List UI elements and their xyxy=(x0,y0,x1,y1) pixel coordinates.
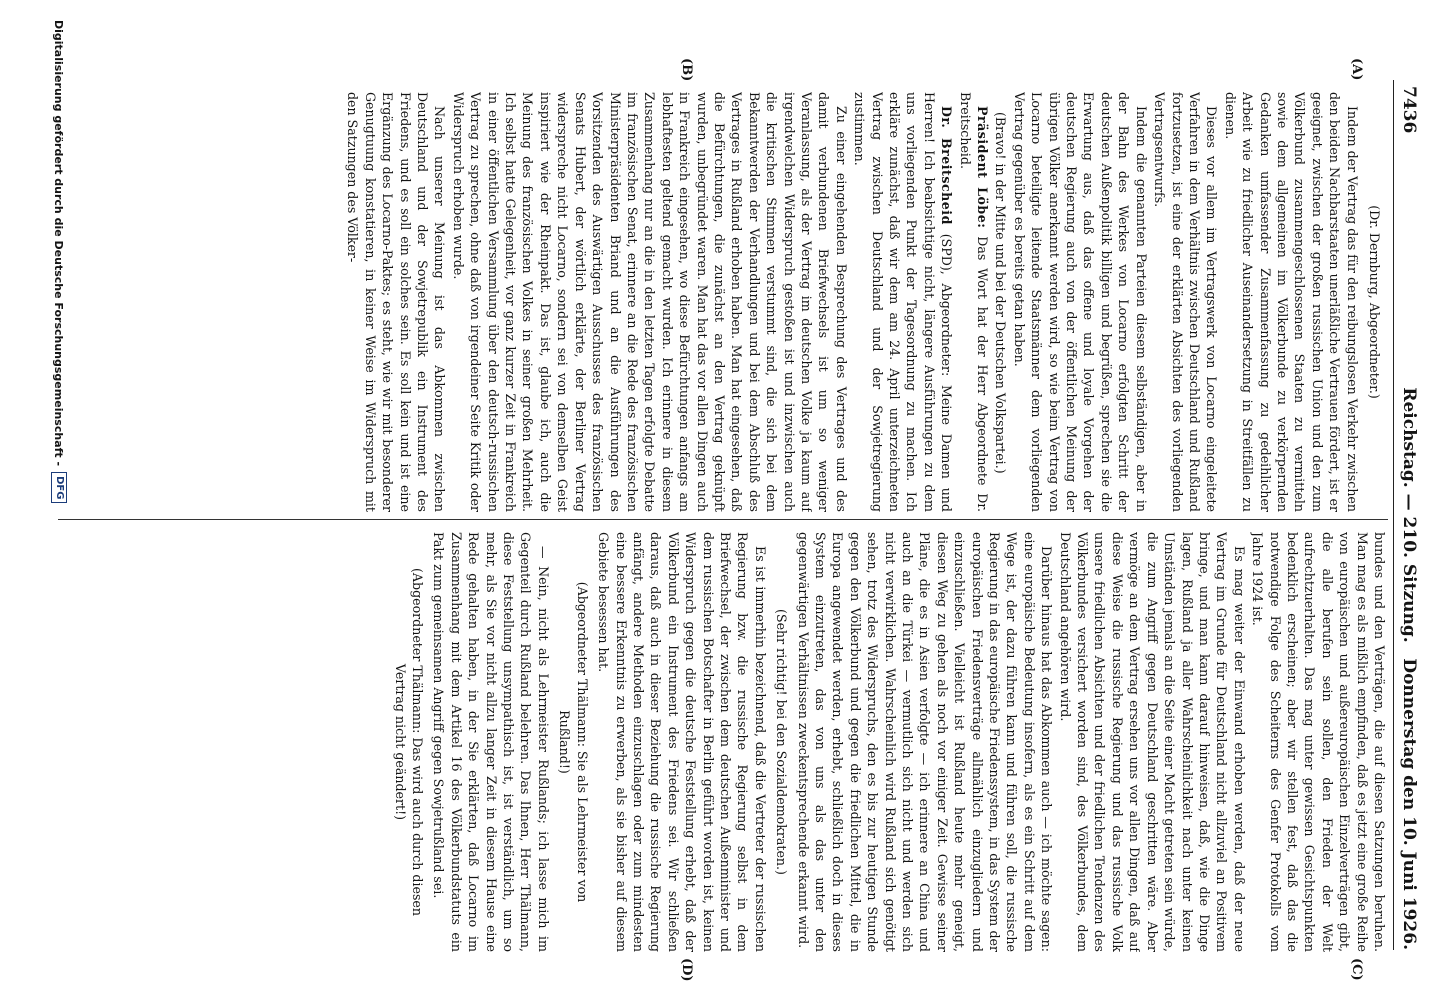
interjection: (Abgeordneter Thälmann: Das wird auch durch diesen Vertrag nicht geändert!) xyxy=(392,568,426,916)
speaker-paragraph xyxy=(851,92,955,512)
margin-mark-a: (A) xyxy=(1349,58,1364,81)
continued-speaker: (Dr. Dernburg, Abgeordneter.) xyxy=(1367,205,1382,399)
digitization-credit xyxy=(50,20,68,960)
interjection: (Abgeordneter Thälmann: Sie als Lehrmeister von Rußland!) xyxy=(557,581,590,903)
paragraph: Indem die genannten Parteien diesem selbständigen, aber in der Bahn des Werkes von Locarno erfolgten Schritt der deutschen Außenpolitik billigen und begrüßen, sprechen sie die Erwartung aus, daß das offene und loyale Vorgehen der deutschen Regierung auch von der öffentlichen Meinung der übrigen Völker anerkannt werden wird, so wie beim Vertrag von Locarno beteiligte leitende Staatsmänner dem vorliegenden Vertrag gegenüber es bereits getan haben. xyxy=(1011,92,1149,512)
paragraph: Nach unserer Meinung ist das Abkommen zwischen Deutschland und der Sowjetrepublik ein Instrument des Friedens, und es soll ein solches sein. Es soll kein und ist eine Ergänzung des Locarno-Paktes; es steht, wie wir mit besonderer Genugtuung konstatieren, in keiner Weise im Widerspruch mit den Satzungen des Völker- xyxy=(345,92,448,512)
digitization-text: Digitalisierung gefördert durch die Deutsche Forschungsgemeinschaft - xyxy=(52,20,66,467)
header-rule xyxy=(1393,80,1394,950)
interjection: (Sehr richtig! bei den Sozialdemokraten.) xyxy=(774,609,790,875)
paragraph: — Nein, nicht als Lehrmeister Rußlands; ich lasse mich im Gegenteil durch Rußland belehren. Das Ihnen, Herr Thälmann, diese Feststellung unsympathisch ist, ist verständlich, um so mehr, als Sie vor nicht allzu langer Zeit in diesem Hause eine Rede gehalten haben, in der Sie erklärten, daß Locarno im Zusammenhang mit dem Artikel 16 des Völkerbundstatuts ein Pakt zum gemeinsamen Angriff gegen Sowjetrußland sei. xyxy=(431,532,551,952)
paragraph: Es ist immerhin bezeichnend, daß die Vertreter der russischen Regierung bzw. die russische Regierung selbst in dem Briefwechsel, der zwischen dem deutschen Außenminister und dem russischen Botschafter in Berlin geführt worden ist, keinen Widerspruch gegen die deutsche Feststellung erhebt, daß der Völkerbund ein Instrument des Friedens sei. Wir schließen daraus, daß auch in dieser Beziehung die russische Regierung anfängt, andere Methoden einzuschlagen oder zum mindesten eine bessere Erkenntnis zu erwerben, als sie bisher auf diesem Gebiete besessen hat. xyxy=(596,532,768,952)
paragraph: Dieses vor allem im Vertragswerk von Locarno eingeleitete Verfahren in dem Verhältnis zwischen Deutschland und Rußland fortzusetzen, ist eine der erklärten Absichten des vorliegenden Vertragsentwurfs. xyxy=(1152,92,1220,512)
page-number: 7436 xyxy=(1399,86,1419,134)
left-column xyxy=(8,92,1388,512)
column-separator xyxy=(58,519,1388,520)
speaker-paragraph xyxy=(956,92,991,512)
interjection: (Bravo! in der Mitte und bei der Deutschen Volkspartei.) xyxy=(993,112,1009,474)
dfg-logo-icon: DFG xyxy=(51,472,67,503)
session-date: Donnerstag den 10. Juni 1926. xyxy=(1399,658,1419,950)
running-head xyxy=(1394,80,1424,950)
speaker-text: Das Wort hat der Herr Abgeordnete Dr. Breitscheid. xyxy=(957,92,991,512)
margin-mark-d: (D) xyxy=(679,958,694,982)
margin-mark-b: (B) xyxy=(679,58,694,82)
speaker-text: (SPD), Abgeordneter: Meine Damen und Herren! Ich beabsichtige nicht, längere Ausführungen zu dem uns vorliegenden Punkt der Tagesordnung zu machen. Ich erkläre zunächst, daß wir dem am 24. April unterzeichneten Vertrag zwischen Deutschland und der Sowjetregierung zustimmen. xyxy=(852,92,955,512)
speaker-name: Dr. Breitscheid xyxy=(939,106,955,225)
session-title: Reichstag. — 210. Sitzung. xyxy=(1399,387,1419,643)
paragraph: Darüber hinaus hat das Abkommen auch — ich möchte sagen: eine europäische Bedeutung insofern, als es ein Schritt auf dem Wege ist, der dazu führen kann und führen soll, die russische Regierung in das europäische Friedenssystem, in das System der europäischen Friedensverträge allmählich einzugliedern und einzuschließen. Vielleicht ist Rußland heute mehr geneigt, diesen Weg zu gehen als noch vor einiger Zeit. Gewisse seiner Pläne, die es in Asien verfolgte — ich erinnere an China und auch an die Türkei — vermutlich sich nicht und werden sich nicht verwirklichen. Wahrscheinlich wird Rußland sich genötigt sehen, trotz des Widerspruchs, den es bis zur heutigen Stunde gegen den Völkerbund und gegen die friedlichen Mittel, die in Europa angewendet werden, erhebt, schließlich doch in dieses System einzutreten, das von uns als das unter den gegenwärtigen Verhältnissen zweckentsprechende erkannt wird. xyxy=(795,532,1055,952)
paragraph: Es mag weiter der Einwand erhoben werden, daß der neue Vertrag im Grunde für Deutschland nicht allzuviel an Positivem bringe, und man kann darauf hinweisen, daß, wie die Dinge lagen, Rußland ja aller Wahrscheinlichkeit nach unter keinen Umständen jemals an die Seite einer Macht getreten sein würde, die zum Angriff gegen Deutschland geschritten wäre. Aber vermöge an dem Vertrag ersehen uns vor allen Dingen, daß auf diese Weise die russische Regierung und das russische Volk unsere friedlichen Absichten und der friedlichen Tendenzen des Völkerbundes versichert worden sind, des Völkerbundes, dem Deutschland angehören wird. xyxy=(1057,532,1247,952)
speaker-name: Präsident Löbe: xyxy=(975,106,991,229)
paragraph: bundes und den Verträgen, die auf diesen Satzungen beruhen. Man mag es als mißlich empfinden, daß es jetzt eine große Reihe von europäischen und außereuropäischen Einzelverträgen gibt, die alle berufen sein sollen, den Frieden der Welt aufrechtzuerhalten. Das mag unter gewissen Gesichtspunkten bedenklich erscheinen; aber wir stellen fest, daß das die notwendige Folge des Scheiterns des Genfer Protokolls vom Jahre 1924 ist. xyxy=(1250,532,1387,952)
margin-mark-c: (C) xyxy=(1349,958,1364,981)
right-column xyxy=(8,532,1388,952)
paragraph: Zu einer eingehenden Besprechung des Vertrages und des damit verbundenen Briefwechsels ist um so weniger Veranlassung, als der Vertrag im deutschen Volke ja kaum auf irgendwelchen Widerspruch gestoßen ist und inzwischen auch die kritischen Stimmen verstummt sind, die sich bei dem Bekanntwerden der Verhandlungen und bei dem Abschluß des Vertrages in Rußland erhoben haben. Man hat eingesehen, daß die Befürchtungen, die zunächst an den Vertrag geknüpft wurden, unbegründet waren. Man hat das vor allen Dingen auch in Frankreich eingesehen, wo diese Befürchtungen anfangs am lebhaftesten geltend gemacht wurden. Ich erinnere in diesem Zusammenhang nur an die in den letzten Tagen erfolgte Debatte im französischen Senat, erinnere an die Rede des französischen Ministerpräsidenten Briand und an die Ausführungen des Vorsitzenden des Auswärtigen Ausschusses des französischen Senats Hubert, der wörtlich erklärte, der Berliner Vertrag widerspreche nicht Locarno, sondern sei von demselben Geist inspiriert wie der Rheinpakt. Das ist, glaube ich, auch die Meinung des französischen Volkes in seiner großen Mehrheit. Ich selbst hatte Gelegenheit, vor ganz kurzer Zeit in Frankreich in einer öffentlichen Versammlung über den deutsch-russischen Vertrag zu sprechen, ohne daß von irgendeiner Seite Kritik oder Widerspruch erhoben wurde. xyxy=(450,92,849,512)
paragraph: Indem der Vertrag das für den reibungslosen Verkehr zwischen den beiden Nachbarstaaten unerläßliche Vertrauen fördert, ist er geeignet, zwischen der großen russischen Union und den zum Völkerbund zusammengeschlossenen Staaten zu vermitteln sowie dem allgemeinen im Völkerbunde zu verkörpernden Gedanken umfassender Zusammenfassung zu gedeihlicher Arbeit wie zu friedlicher Auseinandersetzung in Streitfällen zu dienen. xyxy=(1222,92,1360,512)
